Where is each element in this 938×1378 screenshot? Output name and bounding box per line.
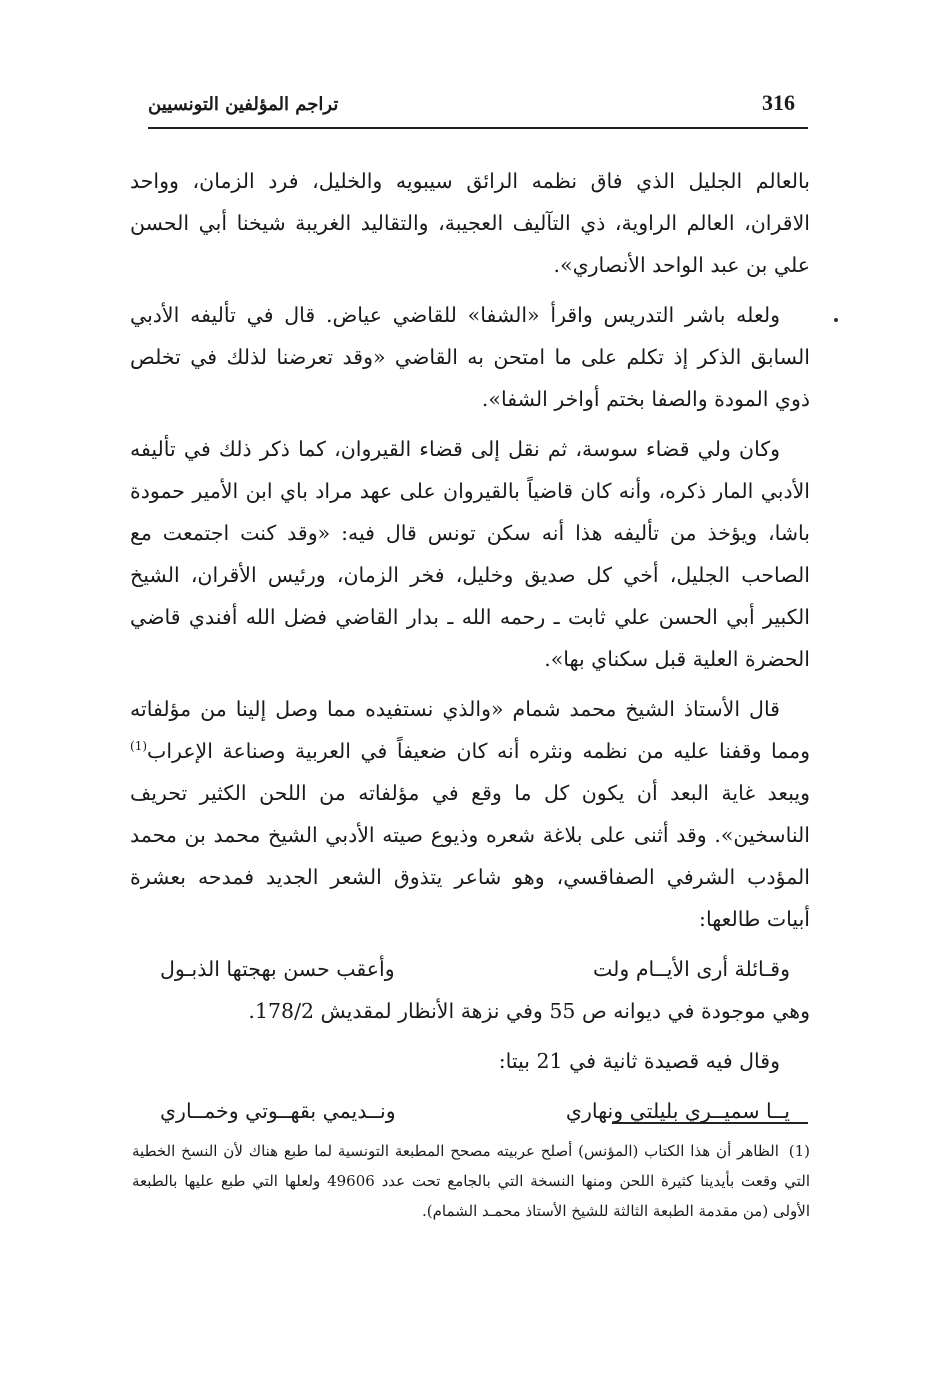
header-rule (148, 127, 808, 129)
verse-2 (160, 1090, 790, 1132)
verse-1-source: وهي موجودة في ديوانه ص 55 وفي نزهة الأنظار لمقديش 178/2. (248, 999, 810, 1023)
verse-1-second-hemistich: وأعقب حسن بهجتها الذبـول (160, 957, 395, 981)
verse-1-first-hemistich: وقـائلة أرى الأيــام ولت (593, 957, 790, 981)
page-header (148, 86, 803, 126)
paragraph-1: بالعالم الجليل الذي فاق نظمه الرائق سيبويه والخليل، فرد الزمان، وواحد الاقران، العالم الراوية، ذي التآليف العجيبة، والتقاليد الغريبة شيخنا أبي الحسن علي بن عبد الواحد الأنصاري». (130, 169, 810, 277)
paragraph-4-continued: ويبعد غاية البعد أن يكون كل ما وقع في مؤلفاته من اللحن الكثير تحريف الناسخين». وقد أثنى على بلاغة شعره وذيوع صيته الأدبي الشيخ محمد بن محمد المؤدب الشرفي الصفاقسي، وهو شاعر يتذوق الشعر الجديد فمدحه بعشرة أبيات طالعها: (130, 781, 810, 931)
footnote-text: الظاهر أن هذا الكتاب (المؤنس) أصلح عربيته مصحح المطبعة التونسية لما طبع هناك لأن النسخ الخطية التي وقعت بأيدينا كثيرة اللحن ومنها النسخة التي بالجامع تحت عدد 49606 ولعلها التي طبع عليها بالطبعة الأولى (من مقدمة الطبعة الثالثة للشيخ الأستاذ محمـد الشمام). (132, 1142, 810, 1220)
verse-1 (160, 948, 790, 990)
footnote-number: (1) (788, 1142, 810, 1160)
footnote-rule (612, 1122, 808, 1124)
paragraph-2: ولعله باشر التدريس واقرأ «الشفا» للقاضي عياض. قال في تأليفه الأدبي السابق الذكر إذ تكلم على ما امتحن به القاضي «وقد تعرضنا لذلك في تخلص ذوي المودة والصفا بختم أواخر الشفا». (130, 303, 810, 411)
running-title: تراجم المؤلفين التونسيين (148, 94, 339, 115)
footnote-reference[interactable]: (1) (130, 739, 148, 754)
paragraph-4 (130, 688, 810, 940)
verse-2-second-hemistich: ونــديمي بقهــوتي وخمــاري (160, 1099, 396, 1123)
paragraph-4-start: قال الأستاذ الشيخ محمد شمام «والذي نستفيده مما وصل إلينا من مؤلفاته ومما وقفنا عليه من نظمه ونثره أنه كان ضعيفاً في العربية وصناعة الإعراب (130, 697, 810, 763)
verse-2-first-hemistich: يــا سميــري بليلتي ونهاري (565, 1099, 790, 1123)
footnote (132, 1136, 810, 1226)
page-number: 316 (762, 90, 795, 115)
margin-dot (834, 318, 838, 322)
main-text (130, 160, 810, 1132)
verse-2-intro: وقال فيه قصيدة ثانية في 21 بيتا: (498, 1049, 780, 1073)
paragraph-3: وكان ولي قضاء سوسة، ثم نقل إلى قضاء القيروان، كما ذكر ذلك في تأليفه الأدبي المار ذكره، وأنه كان قاضياً بالقيروان على عهد مراد باي ابن الأمير حمودة باشا، ويؤخذ من تأليفه هذا أنه سكن تونس قال فيه: «وقد كنت اجتمعت مع الصاحب الجليل، أخي كل صديق وخليل، فخر الزمان، ورئيس الأقران، الشيخ الكبير أبي الحسن علي ثابت ـ رحمه الله ـ بدار القاضي فضل الله أفندي قاضي الحضرة العلية قبل سكناي بها». (130, 437, 810, 671)
